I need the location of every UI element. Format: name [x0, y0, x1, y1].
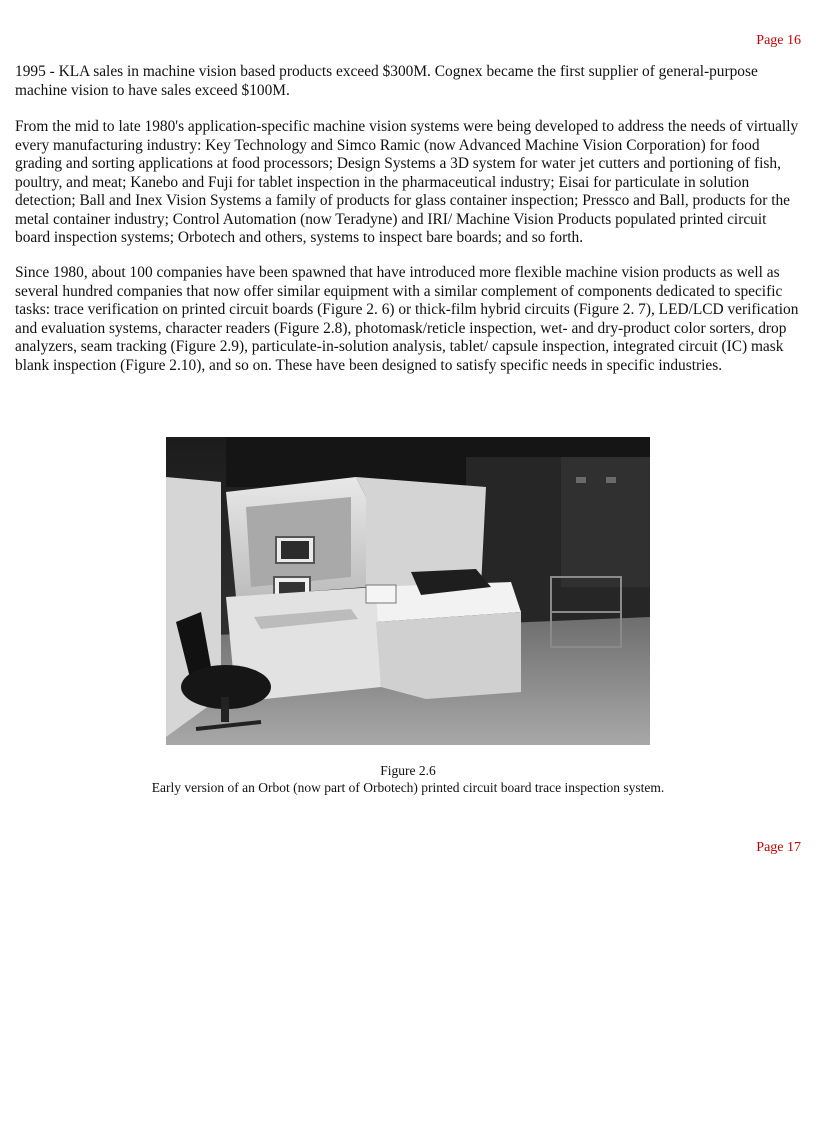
page-number-bottom: Page 17 [756, 840, 801, 855]
page-number-top: Page 16 [756, 33, 801, 48]
figure-caption: Early version of an Orbot (now part of Orbotech) printed circuit board trace inspection system. [151, 780, 665, 795]
paragraph-3: Since 1980, about 100 companies have been spawned that have introduced more flexible machine vision products as well as several hundred companies that now offer similar equipment with a similar complement of components dedicated to specific tasks: trace verification on printed circuit boards (Figure 2. 6) or thick-film hybrid circuits (Figure 2. 7), LED/LCD verification and evaluation systems, character readers (Figure 2.8), photomask/reticle inspection, wet- and dry-product color sorters, drop analyzers, seam tracking (Figure 2.9), particulate-in-solution analysis, tablet/ capsule inspection, integrated circuit (IC) mask blank inspection (Figure 2.10), and so on. These have been designed to satisfy specific needs in specific industries. [15, 264, 799, 374]
paragraph-2: From the mid to late 1980's application-specific machine vision systems were being developed to address the needs of virtually every manufacturing industry: Key Technology and Simco Ramic (now Advanced Machine Vision Corporation) for food grading and sorting applications at food processors; Design Systems a 3D system for water jet cutters and portioning of fish, poultry, and meat; Kanebo and Fuji for tablet inspection in the pharmaceutical industry; Eisai for particulate in solution detection; Ball and Inex Vision Systems a family of products for glass container inspection; Pressco and Ball, products for the metal container industry; Control Automation (now Teradyne) and IRI/ Machine Vision Products populated printed circuit board inspection systems; Orbotech and others, systems to inspect bare boards; and so forth. [15, 118, 799, 246]
inspection-system-photo [166, 437, 650, 745]
paragraph-1: 1995 - KLA sales in machine vision based products exceed $300M. Cognex became the first supplier of general-purpose machine vision to have sales exceed $100M. [15, 63, 758, 99]
figure-photo [166, 437, 650, 745]
figure-title: Figure 2.6 [380, 763, 436, 778]
